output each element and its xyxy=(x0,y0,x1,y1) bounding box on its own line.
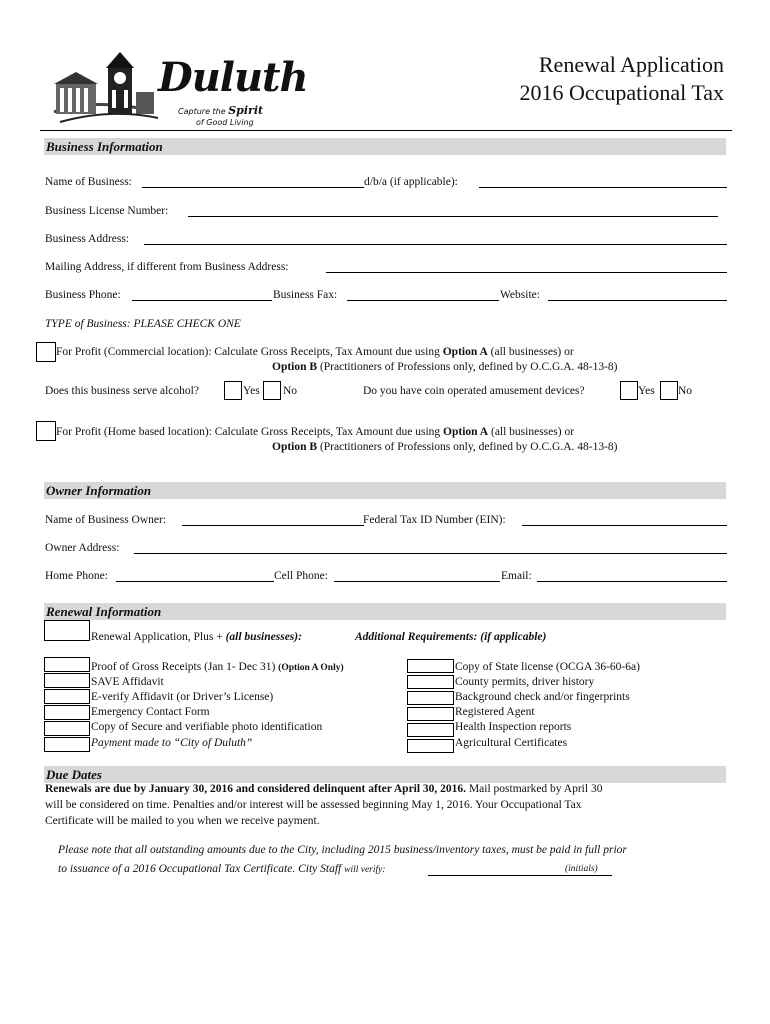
everify-checkbox[interactable] xyxy=(44,689,90,704)
background-check-checkbox[interactable] xyxy=(407,691,454,705)
home-based-option-text: For Profit (Home based location): Calculate Gross Receipts, Tax Amount due using Option A (all businesses) or xyxy=(56,426,575,438)
business-name-label: Name of Business: xyxy=(45,176,132,188)
emergency-contact-checkbox[interactable] xyxy=(44,705,90,720)
renewal-application-checkbox[interactable] xyxy=(44,620,90,641)
health-inspection-checkbox[interactable] xyxy=(407,723,454,737)
website-field[interactable] xyxy=(548,300,727,301)
cell-phone-field[interactable] xyxy=(334,581,500,582)
payment-label: Payment made to “City of Duluth” xyxy=(91,737,253,749)
health-inspection-label: Health Inspection reports xyxy=(455,721,572,733)
outstanding-note-line-2: to issuance of a 2016 Occupational Tax Certificate. City Staff will verify: xyxy=(58,863,386,875)
gross-receipts-label: Proof of Gross Receipts (Jan 1- Dec 31) (Option A Only) xyxy=(91,661,344,673)
coin-no-checkbox[interactable] xyxy=(660,381,678,400)
document-title: Renewal Application xyxy=(538,52,724,77)
registered-agent-label: Registered Agent xyxy=(455,706,535,718)
alcohol-yes-checkbox[interactable] xyxy=(224,381,242,400)
owner-name-label: Name of Business Owner: xyxy=(45,514,167,526)
home-phone-label: Home Phone: xyxy=(45,570,108,582)
coin-no-label: No xyxy=(678,385,693,397)
due-dates-line-3: Certificate will be mailed to you when we receive payment. xyxy=(45,815,320,827)
gross-receipts-checkbox[interactable] xyxy=(44,657,90,672)
coin-yes-checkbox[interactable] xyxy=(620,381,638,400)
business-address-field[interactable] xyxy=(144,244,727,245)
renewal-section-title: Renewal Information xyxy=(46,604,162,619)
business-name-field[interactable] xyxy=(142,187,364,188)
state-license-label: Copy of State license (OCGA 36-60-6a) xyxy=(455,661,640,673)
website-label: Website: xyxy=(500,289,540,301)
business-fax-field[interactable] xyxy=(347,300,499,301)
owner-address-field[interactable] xyxy=(134,553,727,554)
document-subtitle: 2016 Occupational Tax xyxy=(519,80,724,105)
payment-checkbox[interactable] xyxy=(44,737,90,752)
email-field[interactable] xyxy=(537,581,727,582)
business-address-label: Business Address: xyxy=(45,233,130,245)
outstanding-note-line-1: Please note that all outstanding amounts due to the City, including 2015 business/inventory taxes, must be paid in full prior xyxy=(58,844,627,856)
business-section-title: Business Information xyxy=(46,139,163,154)
initials-label: (initials) xyxy=(565,864,598,874)
emergency-contact-label: Emergency Contact Form xyxy=(91,706,210,718)
commercial-option-text: For Profit (Commercial location): Calculate Gross Receipts, Tax Amount due using Option A (all businesses) or xyxy=(56,346,574,358)
ein-label: Federal Tax ID Number (EIN): xyxy=(363,514,506,526)
coin-yes-label: Yes xyxy=(638,385,655,397)
photo-id-checkbox[interactable] xyxy=(44,721,90,736)
home-phone-field[interactable] xyxy=(116,581,274,582)
mailing-address-field[interactable] xyxy=(326,272,727,273)
home-based-option-b-text: Option B (Practitioners of Professions only, defined by O.C.G.A. 48-13-8) xyxy=(272,441,618,453)
everify-label: E-verify Affidavit (or Driver’s License) xyxy=(91,691,274,703)
additional-requirements-heading: Additional Requirements: (if applicable) xyxy=(355,631,547,643)
logo-tagline-1: Capture the Spirit xyxy=(178,104,264,117)
mailing-address-label: Mailing Address, if different from Business Address: xyxy=(45,261,289,273)
agricultural-checkbox[interactable] xyxy=(407,739,454,753)
logo-wordmark: Duluth xyxy=(158,54,308,101)
logo-tagline-2: of Good Living xyxy=(196,118,254,127)
renewal-plus-text: Renewal Application, Plus + (all businesses): xyxy=(91,631,302,643)
ein-field[interactable] xyxy=(522,525,727,526)
commercial-option-b-text: Option B (Practitioners of Professions only, defined by O.C.G.A. 48-13-8) xyxy=(272,361,618,373)
license-number-label: Business License Number: xyxy=(45,205,169,217)
owner-section-title: Owner Information xyxy=(46,483,152,498)
owner-name-field[interactable] xyxy=(182,525,364,526)
clock-tower-icon xyxy=(50,48,160,128)
dba-label: d/b/a (if applicable): xyxy=(364,176,458,188)
due-dates-section-title: Due Dates xyxy=(46,767,102,782)
due-dates-section-band xyxy=(44,766,726,783)
alcohol-no-checkbox[interactable] xyxy=(263,381,281,400)
commercial-checkbox[interactable] xyxy=(36,342,56,362)
state-license-checkbox[interactable] xyxy=(407,659,454,673)
coin-devices-question: Do you have coin operated amusement devices? xyxy=(363,385,585,397)
business-phone-field[interactable] xyxy=(132,300,272,301)
due-dates-line-2: will be considered on time. Penalties and/or interest will be assessed beginning May 1, 2016. Your Occupational Tax xyxy=(45,799,582,811)
business-type-label: TYPE of Business: PLEASE CHECK ONE xyxy=(45,318,241,330)
owner-address-label: Owner Address: xyxy=(45,542,120,554)
header-rule xyxy=(40,130,732,131)
alcohol-yes-label: Yes xyxy=(243,385,260,397)
save-affidavit-label: SAVE Affidavit xyxy=(91,676,164,688)
registered-agent-checkbox[interactable] xyxy=(407,707,454,721)
county-permits-label: County permits, driver history xyxy=(455,676,595,688)
save-affidavit-checkbox[interactable] xyxy=(44,673,90,688)
license-number-field[interactable] xyxy=(188,216,718,217)
background-check-label: Background check and/or fingerprints xyxy=(455,691,630,703)
cell-phone-label: Cell Phone: xyxy=(274,570,328,582)
alcohol-no-label: No xyxy=(283,385,298,397)
dba-field[interactable] xyxy=(479,187,727,188)
business-phone-label: Business Phone: xyxy=(45,289,121,301)
business-fax-label: Business Fax: xyxy=(273,289,338,301)
home-based-checkbox[interactable] xyxy=(36,421,56,441)
agricultural-label: Agricultural Certificates xyxy=(455,737,568,749)
photo-id-label: Copy of Secure and verifiable photo identification xyxy=(91,721,323,733)
city-logo xyxy=(50,48,308,128)
email-label: Email: xyxy=(501,570,532,582)
county-permits-checkbox[interactable] xyxy=(407,675,454,689)
due-dates-line-1: Renewals are due by January 30, 2016 and considered delinquent after April 30, 2016. Mail postmarked by April 30 xyxy=(45,783,603,795)
alcohol-question: Does this business serve alcohol? xyxy=(45,385,199,397)
